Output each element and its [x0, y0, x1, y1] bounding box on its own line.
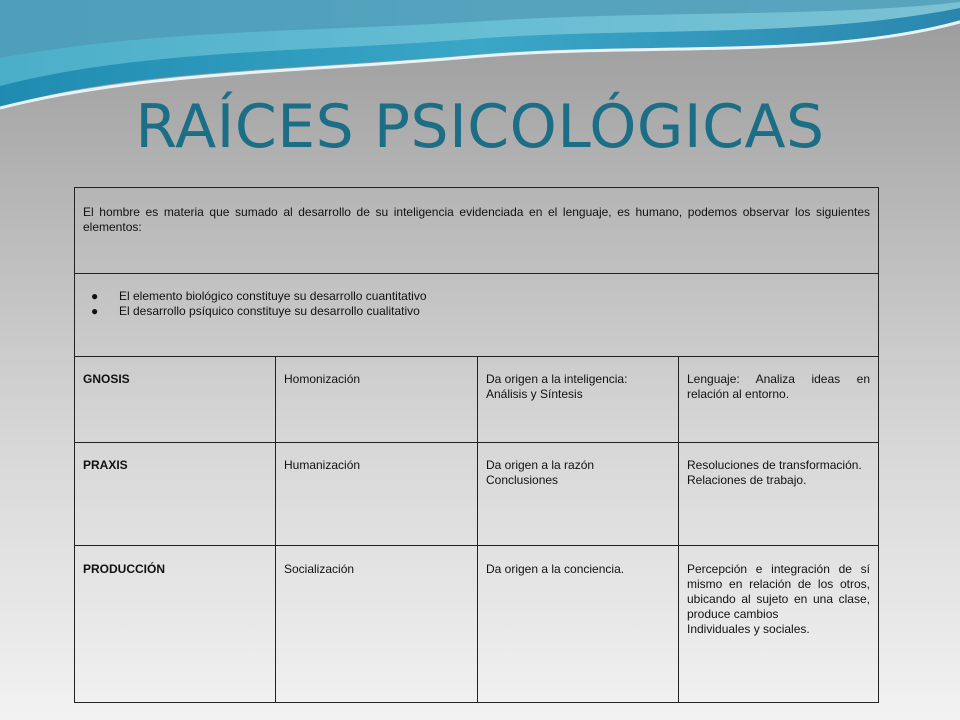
- bullets-cell: [75, 274, 879, 357]
- row-label: GNOSIS: [75, 357, 276, 443]
- row-origin: Da origen a la conciencia.: [478, 546, 679, 703]
- row-process: Socialización: [276, 546, 478, 703]
- bullet-icon: ●: [91, 289, 99, 303]
- row-label: PRODUCCIÓN: [75, 546, 276, 703]
- intro-cell: El hombre es materia que sumado al desarrollo de su inteligencia evidenciada en el lenguaje, es humano, podemos observar los siguientes elementos:: [75, 188, 879, 274]
- row-origin: Da origen a la razón Conclusiones: [478, 443, 679, 546]
- table-row: [75, 443, 879, 546]
- table-row-intro: [75, 188, 879, 274]
- bullet-icon: ●: [91, 304, 99, 318]
- row-label: PRAXIS: [75, 443, 276, 546]
- bullet-list: [83, 289, 870, 319]
- row-result: Percepción e integración de sí mismo en relación de los otros, ubicando al sujeto en una clase, produce cambios Individuales y sociales.: [679, 546, 879, 703]
- row-process: Humanización: [276, 443, 478, 546]
- row-origin: Da origen a la inteligencia: Análisis y Síntesis: [478, 357, 679, 443]
- row-result: Lenguaje: Analiza ideas en relación al entorno.: [679, 357, 879, 443]
- table-row-bullets: [75, 274, 879, 357]
- list-item: ● El elemento biológico constituye su desarrollo cuantitativo: [91, 289, 427, 303]
- table-row: [75, 546, 879, 703]
- psychological-roots-table: [74, 187, 879, 703]
- row-result: Resoluciones de transformación. Relaciones de trabajo.: [679, 443, 879, 546]
- page-title: RAÍCES PSICOLÓGICAS: [135, 92, 825, 162]
- row-process: Homonización: [276, 357, 478, 443]
- list-item: ● El desarrollo psíquico constituye su desarrollo cualitativo: [91, 304, 420, 318]
- table-row: [75, 357, 879, 443]
